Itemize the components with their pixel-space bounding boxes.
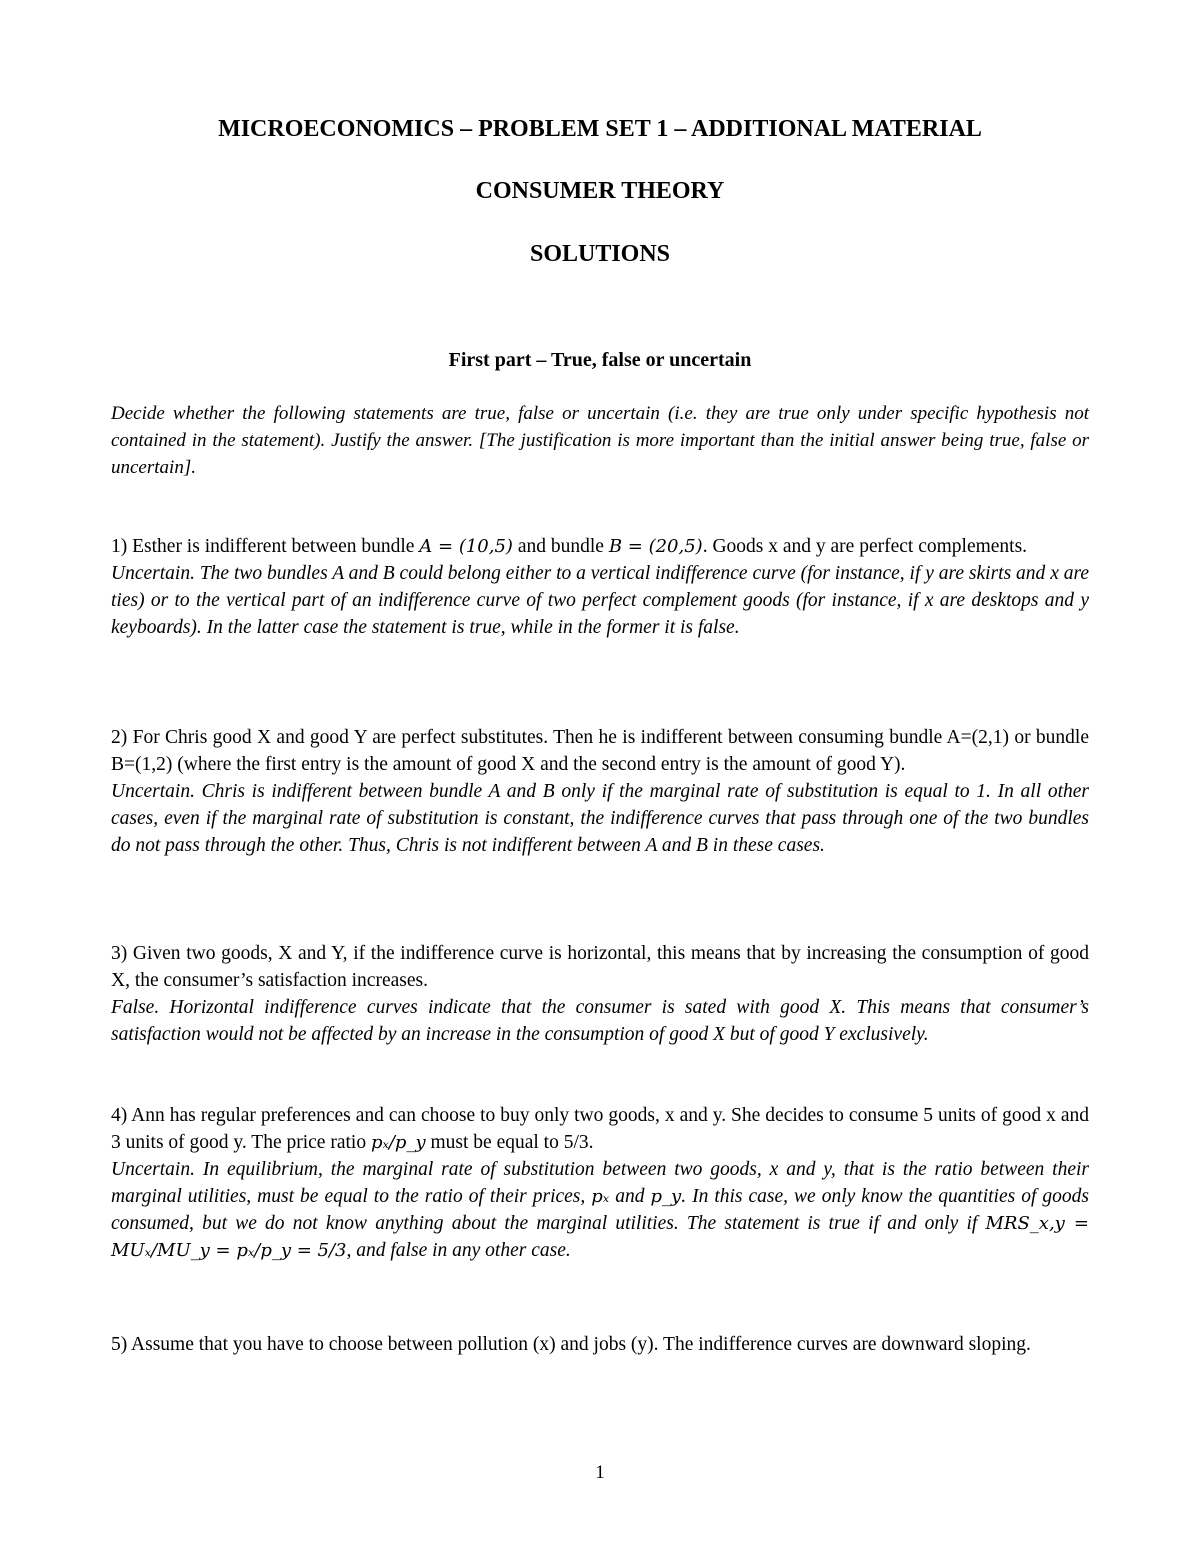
answer-text: False. Horizontal indifference curves indicate that the consumer is sated with good X. This means that consumer’s satisfaction would not be affected by an increase in the consumption of good X but of good Y exclusively. xyxy=(111,997,1089,1045)
question-text: 4) Ann has regular preferences and can choose to buy only two goods, x and y. She decides to consume 5 units of good x and 3 units of good y. The price ratio pₓ/p_y must be equal to 5/3. xyxy=(111,1105,1089,1153)
answer-text: Uncertain. In equilibrium, the marginal rate of substitution between two goods, x and y, that is the ratio between their marginal utilities, must be equal to the ratio of their prices, pₓ and p_y. In this case, we only know the quantities of goods consumed, but we do not know anything about the marginal utilities. The statement is true if and only if MRS_x,y = MUₓ/MU_y = pₓ/p_y = 5/3, and false in any other case. xyxy=(111,1159,1089,1261)
question-text: 3) Given two goods, X and Y, if the indifference curve is horizontal, this means that by increasing the consumption of good X, the consumer’s satisfaction increases. xyxy=(111,943,1089,991)
document-page xyxy=(111,0,1089,1553)
question-text: 1) Esther is indifferent between bundle A = (10,5) and bundle B = (20,5). Goods x and y are perfect complements. xyxy=(111,536,1028,557)
question-item-2 xyxy=(111,724,1089,859)
instructions-paragraph: Decide whether the following statements are true, false or uncertain (i.e. they are true only under specific hypothesis not contained in the statement). Justify the answer. [The justification is more important than the initial answer being true, false or uncertain]. xyxy=(111,403,1089,478)
section-heading: First part – True, false or uncertain xyxy=(448,349,752,371)
question-item-4 xyxy=(111,1102,1089,1264)
math-mrs-condition: MRS_x,y = MUₓ/MU_y = pₓ/p_y = 5/3 xyxy=(111,1213,1089,1261)
math-bundle-a: A = (10,5) xyxy=(419,536,513,557)
question-text: 5) Assume that you have to choose between pollution (x) and jobs (y). The indifference curves are downward sloping. xyxy=(111,1334,1031,1355)
question-item-5 xyxy=(111,1331,1089,1358)
question-item-1 xyxy=(111,533,1089,641)
question-item-3 xyxy=(111,940,1089,1048)
page-number: 1 xyxy=(595,1462,605,1483)
question-text: 2) For Chris good X and good Y are perfect substitutes. Then he is indifferent between consuming bundle A=(2,1) or bundle B=(1,2) (where the first entry is the amount of good X and the second entry is the amount of good Y). xyxy=(111,727,1089,775)
document-title: MICROECONOMICS – PROBLEM SET 1 – ADDITIONAL MATERIAL xyxy=(218,116,982,142)
document-subtitle: CONSUMER THEORY xyxy=(475,178,725,204)
answer-text: Uncertain. The two bundles A and B could belong either to a vertical indifference curve (for instance, if y are skirts and x are ties) or to the vertical part of an indifference curve of two perfect complement goods (for instance, if x are desktops and y keyboards). In the latter case the statement is true, while in the former it is false. xyxy=(111,563,1089,638)
math-price-x: pₓ xyxy=(591,1186,610,1207)
math-bundle-b: B = (20,5) xyxy=(608,536,703,557)
math-price-ratio: pₓ/p_y xyxy=(370,1132,426,1153)
math-price-y: p_y xyxy=(650,1186,682,1207)
document-label: SOLUTIONS xyxy=(529,241,671,267)
answer-text: Uncertain. Chris is indifferent between bundle A and B only if the marginal rate of substitution is equal to 1. In all other cases, even if the marginal rate of substitution is constant, the indifference curves that pass through one of the two bundles do not pass through the other. Thus, Chris is not indifferent between A and B in these cases. xyxy=(111,781,1089,856)
